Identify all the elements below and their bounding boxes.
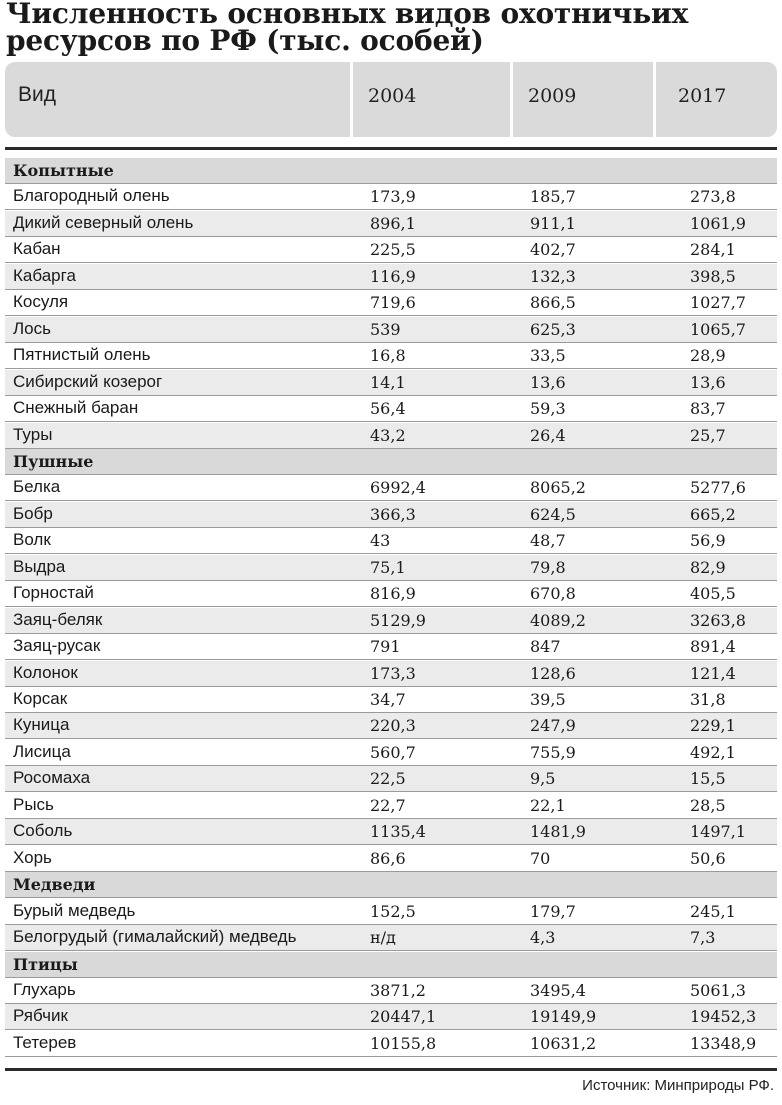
value-2009-cell: 4089,2 (530, 610, 586, 630)
table-row (5, 423, 777, 449)
value-2004-cell: 791 (370, 637, 401, 657)
species-cell: Дикий северный олень (13, 212, 194, 232)
species-cell: Кабан (13, 239, 61, 259)
species-cell: Белка (13, 477, 61, 497)
species-cell: Тетерев (13, 1032, 77, 1052)
species-cell: Кабарга (13, 265, 76, 285)
value-2017-cell: 398,5 (690, 266, 736, 286)
section-label: Пушные (13, 451, 94, 471)
value-2017-cell: 56,9 (690, 531, 726, 551)
species-cell: Глухарь (13, 979, 76, 999)
value-2009-cell: 13,6 (530, 372, 566, 392)
species-cell: Рябчик (13, 1006, 68, 1026)
section-label: Медведи (13, 875, 96, 895)
value-2009-cell: 33,5 (530, 346, 566, 366)
species-cell: Снежный баран (13, 398, 139, 418)
value-2004-cell: 173,9 (370, 187, 416, 207)
table-bottom-rule (5, 1068, 777, 1071)
species-cell: Рысь (13, 794, 54, 814)
table-row (5, 343, 777, 369)
value-2009-cell: 48,7 (530, 531, 566, 551)
table-row (5, 211, 777, 237)
species-cell: Пятнистый олень (13, 345, 151, 365)
species-cell: Лисица (13, 741, 71, 761)
value-2017-cell: 245,1 (690, 901, 736, 921)
section-row (5, 872, 777, 898)
value-2009-cell: 247,9 (530, 716, 576, 736)
value-2004-cell: 43,2 (370, 425, 406, 445)
value-2004-cell: 16,8 (370, 346, 406, 366)
table-row (5, 237, 777, 263)
table-row (5, 899, 777, 925)
table-row (5, 766, 777, 792)
header-divider (350, 62, 353, 137)
value-2017-cell: 3263,8 (690, 610, 746, 630)
value-2004-cell: 220,3 (370, 716, 416, 736)
table-row (5, 528, 777, 554)
value-2009-cell: 70 (530, 848, 551, 868)
header-year-2017: 2017 (678, 85, 727, 107)
species-cell: Лось (13, 318, 51, 338)
value-2017-cell: 1065,7 (690, 319, 746, 339)
species-cell: Колонок (13, 662, 78, 682)
value-2017-cell: 891,4 (690, 637, 736, 657)
value-2017-cell: 83,7 (690, 399, 726, 419)
value-2004-cell: н/д (370, 928, 396, 948)
table-row (5, 713, 777, 739)
header-year-2004: 2004 (368, 85, 417, 107)
table-row (5, 846, 777, 872)
value-2004-cell: 816,9 (370, 584, 416, 604)
value-2004-cell: 75,1 (370, 557, 406, 577)
value-2004-cell: 10155,8 (370, 1033, 437, 1053)
value-2004-cell: 86,6 (370, 848, 406, 868)
value-2004-cell: 34,7 (370, 690, 406, 709)
value-2009-cell: 179,7 (530, 901, 576, 921)
value-2017-cell: 284,1 (690, 240, 736, 260)
value-2017-cell: 28,5 (690, 795, 726, 815)
value-2004-cell: 1135,4 (370, 822, 426, 842)
value-2004-cell: 560,7 (370, 742, 416, 762)
value-2009-cell: 402,7 (530, 240, 576, 260)
species-cell: Корсак (13, 689, 68, 708)
table-row (5, 978, 777, 1004)
value-2017-cell: 28,9 (690, 346, 726, 366)
value-2009-cell: 26,4 (530, 425, 566, 445)
value-2009-cell: 10631,2 (530, 1033, 597, 1053)
section-label: Птицы (13, 954, 78, 974)
value-2017-cell: 229,1 (690, 716, 736, 736)
species-cell: Туры (13, 424, 53, 444)
value-2009-cell: 19149,9 (530, 1007, 597, 1027)
species-cell: Заяц-беляк (13, 609, 103, 629)
species-cell: Росомаха (13, 768, 91, 788)
value-2009-cell: 4,3 (530, 928, 556, 948)
value-2017-cell: 31,8 (690, 690, 726, 709)
species-cell: Выдра (13, 556, 66, 576)
species-cell: Заяц-русак (13, 636, 101, 656)
value-2017-cell: 665,2 (690, 504, 736, 524)
header-species: Вид (18, 83, 56, 106)
table-row (5, 475, 777, 501)
table-row (5, 793, 777, 819)
value-2017-cell: 5277,6 (690, 478, 746, 498)
species-cell: Соболь (13, 821, 73, 841)
value-2009-cell: 3495,4 (530, 980, 586, 1000)
value-2009-cell: 1481,9 (530, 822, 586, 842)
value-2009-cell: 624,5 (530, 504, 576, 524)
value-2009-cell: 866,5 (530, 293, 576, 313)
species-cell: Благородный олень (13, 186, 170, 206)
table-row (5, 581, 777, 607)
species-cell: Хорь (13, 847, 52, 867)
value-2017-cell: 5061,3 (690, 980, 746, 1000)
table-row (5, 661, 777, 687)
value-2017-cell: 121,4 (690, 663, 736, 683)
section-row (5, 449, 777, 475)
value-2004-cell: 152,5 (370, 901, 416, 921)
value-2004-cell: 173,3 (370, 663, 416, 683)
table-row (5, 687, 777, 713)
species-cell: Сибирский козерог (13, 371, 163, 391)
species-cell: Горностай (13, 583, 94, 603)
value-2009-cell: 39,5 (530, 690, 566, 709)
value-2009-cell: 911,1 (530, 213, 576, 233)
value-2004-cell: 6992,4 (370, 478, 426, 498)
value-2004-cell: 22,5 (370, 769, 406, 789)
species-cell: Куница (13, 715, 70, 735)
table-top-rule (5, 147, 777, 150)
table-row (5, 925, 777, 951)
table-row (5, 264, 777, 290)
table-row (5, 608, 777, 634)
value-2017-cell: 405,5 (690, 584, 736, 604)
value-2009-cell: 755,9 (530, 742, 576, 762)
value-2017-cell: 82,9 (690, 557, 726, 577)
source-note: Источник: Минприроды РФ. (582, 1077, 774, 1094)
value-2004-cell: 22,7 (370, 795, 406, 815)
section-row (5, 158, 777, 184)
value-2017-cell: 1497,1 (690, 822, 746, 842)
species-cell: Волк (13, 530, 51, 550)
header-divider (653, 62, 656, 137)
header-year-2009: 2009 (528, 85, 577, 107)
table-row (5, 184, 777, 210)
value-2004-cell: 116,9 (370, 266, 416, 286)
value-2009-cell: 670,8 (530, 584, 576, 604)
table-row (5, 555, 777, 581)
value-2004-cell: 20447,1 (370, 1007, 437, 1027)
table-row (5, 1031, 777, 1057)
table-row (5, 502, 777, 528)
table-row (5, 370, 777, 396)
value-2017-cell: 19452,3 (690, 1007, 757, 1027)
value-2017-cell: 13,6 (690, 372, 726, 392)
value-2009-cell: 9,5 (530, 769, 556, 789)
section-row (5, 952, 777, 978)
table-row (5, 819, 777, 845)
value-2004-cell: 14,1 (370, 372, 406, 392)
value-2009-cell: 22,1 (530, 795, 566, 815)
value-2004-cell: 539 (370, 319, 401, 339)
value-2009-cell: 625,3 (530, 319, 576, 339)
value-2009-cell: 79,8 (530, 557, 566, 577)
value-2017-cell: 1061,9 (690, 213, 746, 233)
species-cell: Бобр (13, 503, 53, 523)
table-row (5, 740, 777, 766)
value-2004-cell: 225,5 (370, 240, 416, 260)
value-2004-cell: 5129,9 (370, 610, 426, 630)
page-title: Численность основных видов охотничьих ресурсов по РФ (тыс. особей) (6, 0, 689, 57)
value-2004-cell: 3871,2 (370, 980, 426, 1000)
section-label: Копытные (13, 161, 114, 180)
value-2017-cell: 15,5 (690, 769, 726, 789)
table-row (5, 290, 777, 316)
species-cell: Бурый медведь (13, 900, 136, 920)
value-2009-cell: 185,7 (530, 187, 576, 207)
value-2009-cell: 59,3 (530, 399, 566, 419)
value-2004-cell: 43 (370, 531, 391, 551)
value-2009-cell: 8065,2 (530, 478, 586, 498)
value-2004-cell: 896,1 (370, 213, 416, 233)
table-row (5, 634, 777, 660)
value-2017-cell: 7,3 (690, 928, 716, 948)
value-2017-cell: 492,1 (690, 742, 736, 762)
value-2009-cell: 847 (530, 637, 561, 657)
value-2017-cell: 1027,7 (690, 293, 746, 313)
header-divider (510, 62, 513, 137)
value-2017-cell: 25,7 (690, 425, 726, 445)
species-cell: Косуля (13, 292, 69, 312)
value-2017-cell: 273,8 (690, 187, 736, 207)
table-row (5, 1004, 777, 1030)
value-2017-cell: 50,6 (690, 848, 726, 868)
table-row (5, 396, 777, 422)
value-2009-cell: 132,3 (530, 266, 576, 286)
value-2009-cell: 128,6 (530, 663, 576, 683)
value-2004-cell: 719,6 (370, 293, 416, 313)
table-row (5, 317, 777, 343)
species-cell: Белогрудый (гималайский) медведь (13, 927, 297, 947)
value-2017-cell: 13348,9 (690, 1033, 757, 1053)
value-2004-cell: 366,3 (370, 504, 416, 524)
value-2004-cell: 56,4 (370, 399, 406, 419)
